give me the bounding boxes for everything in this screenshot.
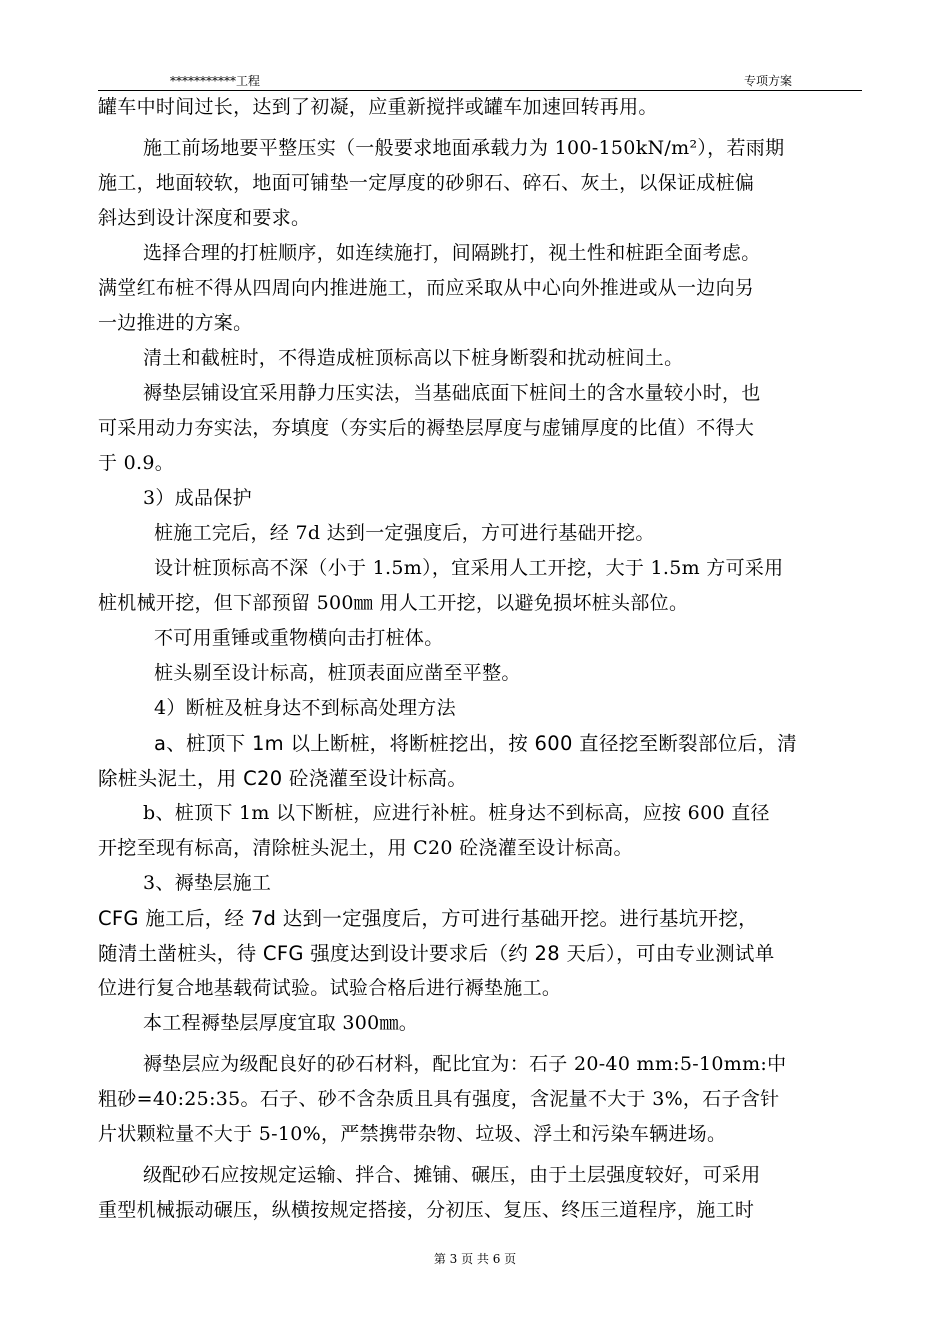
text-line: 不可用重锤或重物横向击打桩体。: [154, 627, 444, 649]
text-line: 位进行复合地基载荷试验。试验合格后进行褥垫施工。: [98, 977, 562, 999]
text-line: b、桩顶下 1m 以下断桩，应进行补桩。桩身达不到标高，应按 600 直径: [143, 802, 770, 824]
text-line: 级配砂石应按规定运输、拌合、摊铺、碾压，由于土层强度较好，可采用: [143, 1164, 761, 1186]
text-line: 褥垫层应为级配良好的砂石材料，配比宜为：石子 20-40 mm:5-10mm:中: [143, 1053, 787, 1075]
page-header: [98, 70, 862, 91]
header-project-title: ***********工程: [170, 74, 261, 88]
text-line: 随清土凿桩头，待 CFG 强度达到设计要求后（约 28 天后），可由专业测试单: [98, 942, 775, 965]
page-footer: 第 3 页 共 6 页: [433, 1252, 517, 1266]
text-line: a、桩顶下 1m 以上断桩，将断桩挖出，按 600 直径挖至断裂部位后，清: [154, 732, 797, 755]
section-heading: 3、褥垫层施工: [143, 872, 272, 894]
section-heading: 3）成品保护: [143, 487, 252, 509]
text-line: 开挖至现有标高，清除桩头泥土，用 C20 砼浇灌至设计标高。: [98, 837, 633, 859]
text-line: 粗砂=40:25:35。石子、砂不含杂质且具有强度，含泥量不大于 3%，石子含针: [98, 1088, 780, 1110]
text-line: 重型机械振动碾压，纵横按规定搭接，分初压、复压、终压三道程序，施工时: [98, 1199, 755, 1221]
text-line: 本工程褥垫层厚度宜取 300㎜。: [143, 1012, 419, 1034]
text-line: 桩机械开挖，但下部预留 500㎜ 用人工开挖，以避免损坏桩头部位。: [98, 592, 689, 614]
text-line: 片状颗粒量不大于 5-10%，严禁携带杂物、垃圾、浮土和污染车辆进场。: [98, 1123, 727, 1145]
text-line: 设计桩顶标高不深（小于 1.5m），宜采用人工开挖，大于 1.5m 方可采用: [154, 557, 784, 579]
text-line: 桩施工完后，经 7d 达到一定强度后，方可进行基础开挖。: [154, 522, 655, 544]
text-line: 施工前场地要平整压实（一般要求地面承载力为 100-150kN/m²），若雨期: [143, 137, 785, 159]
section-heading: 4）断桩及桩身达不到标高处理方法: [154, 697, 456, 719]
document-body: [98, 90, 858, 1228]
text-line: 桩头剔至设计标高，桩顶表面应凿至平整。: [154, 662, 521, 684]
text-line: 褥垫层铺设宜采用静力压实法，当基础底面下桩间土的含水量较小时，也: [143, 382, 761, 404]
text-line: CFG 施工后，经 7d 达到一定强度后，方可进行基础开挖。进行基坑开挖，: [98, 907, 758, 930]
text-line: 选择合理的打桩顺序，如连续施打，间隔跳打，视土性和桩距全面考虑。: [143, 242, 761, 264]
text-line: 施工，地面较软，地面可铺垫一定厚度的砂卵石、碎石、灰土，以保证成桩偏: [98, 172, 755, 194]
text-line: 可采用动力夯实法，夯填度（夯实后的褥垫层厚度与虚铺厚度的比值）不得大: [98, 417, 755, 439]
text-line: 一边推进的方案。: [98, 312, 253, 334]
text-line: 于 0.9。: [98, 452, 175, 474]
text-line: 除桩头泥土，用 C20 砼浇灌至设计标高。: [98, 767, 468, 790]
header-doc-type: 专项方案: [743, 74, 792, 88]
text-line: 斜达到设计深度和要求。: [98, 207, 311, 229]
text-line: 清土和截桩时，不得造成桩顶标高以下桩身断裂和扰动桩间土。: [143, 347, 684, 369]
text-line: 满堂红布桩不得从四周向内推进施工，而应采取从中心向外推进或从一边向另: [98, 277, 755, 299]
text-line: 罐车中时间过长，达到了初凝，应重新搅拌或罐车加速回转再用。: [98, 96, 658, 118]
